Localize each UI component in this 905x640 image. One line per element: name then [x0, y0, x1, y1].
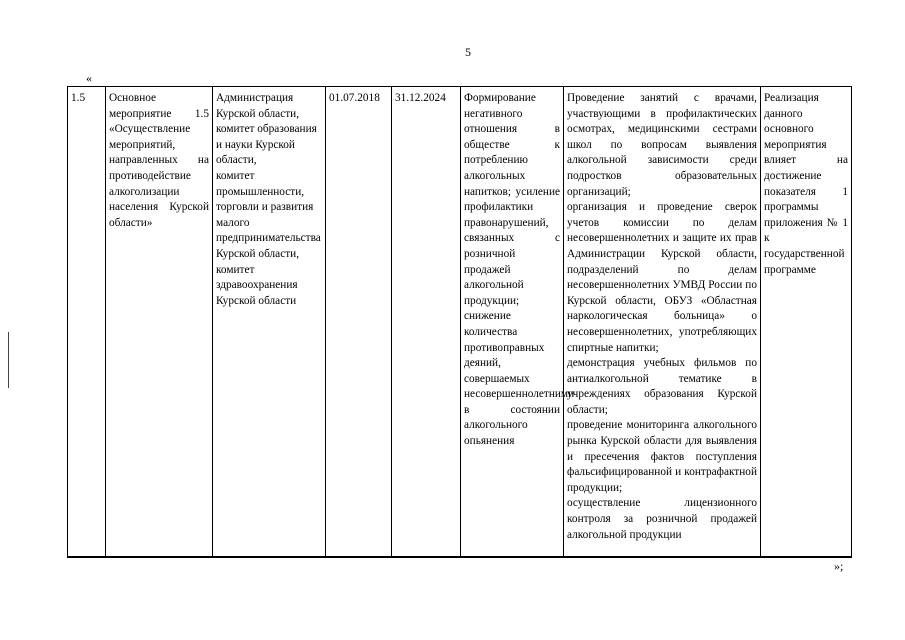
- indicator-link-text: Реализация данного основного мероприятия влияет на достижение показателя 1 программы приложения № 1 к государственной программе: [764, 92, 848, 276]
- row-number-cell: [68, 87, 106, 558]
- executor-item: комитет здравоохранения Курской области: [216, 263, 298, 307]
- end-date-cell: [392, 87, 461, 558]
- executor-item: комитет промышленности, торговли и развития малого предпринимательства Курской области,: [216, 169, 321, 260]
- start-date-cell: [326, 87, 392, 558]
- measure-text: Основное мероприятие 1.5 «Осуществление мероприятий, направленных на противодействие алкоголизации населения Курской области»: [109, 92, 209, 229]
- executor-item: Администрация Курской области,: [216, 92, 300, 120]
- end-date: 31.12.2024: [395, 92, 446, 104]
- content-item: организация и проведение сверок учетов комиссии по делам несовершеннолетних и защите их прав Администрации Курской области, подразделений по делам несовершеннолетних УМВД России по Курской области, ОБУЗ «Областная наркологическая больница» о несовершеннолетних, употребляющих спиртные напитки;: [567, 201, 757, 354]
- result-text: Формирование негативного отношения в обществе к потреблению алкогольных напитков; усиление профилактики правонарушений, связанных с розничной продажей алкогольной продукции; снижение количества противоправных деяний, совершаемых несовершеннолетними в состоянии алкогольного опьянения: [464, 92, 575, 448]
- content-item: демонстрация учебных фильмов по антиалкогольной тематике в учреждениях образования Курской области;: [567, 357, 757, 416]
- start-date: 01.07.2018: [329, 92, 380, 104]
- closing-quote: »;: [834, 559, 844, 573]
- table-row: [68, 87, 852, 558]
- measure-cell: [106, 87, 213, 558]
- scan-artifact-line: [8, 332, 9, 388]
- executors-cell: [213, 87, 326, 558]
- indicator-link-cell: [761, 87, 852, 558]
- content-cell: [564, 87, 761, 558]
- content-item: Проведение занятий с врачами, участвующими в профилактических осмотрах, медицинскими сестрами школ по вопросам выявления алкогольной зависимости среди подростков образовательных организаций;: [567, 92, 757, 198]
- opening-quote: «: [86, 71, 92, 85]
- executor-item: комитет образования и науки Курской области,: [216, 123, 317, 167]
- content-item: осуществление лицензионного контроля за розничной продажей алкогольной продукции: [567, 497, 757, 541]
- content-item: проведение мониторинга алкогольного рынка Курской области для выявления и пресечения фактов поступления фальсифицированной и контрафактной продукции;: [567, 419, 757, 494]
- page-number: 5: [465, 45, 471, 59]
- program-table: [67, 86, 852, 558]
- row-number: 1.5: [71, 92, 86, 104]
- result-cell: [461, 87, 575, 558]
